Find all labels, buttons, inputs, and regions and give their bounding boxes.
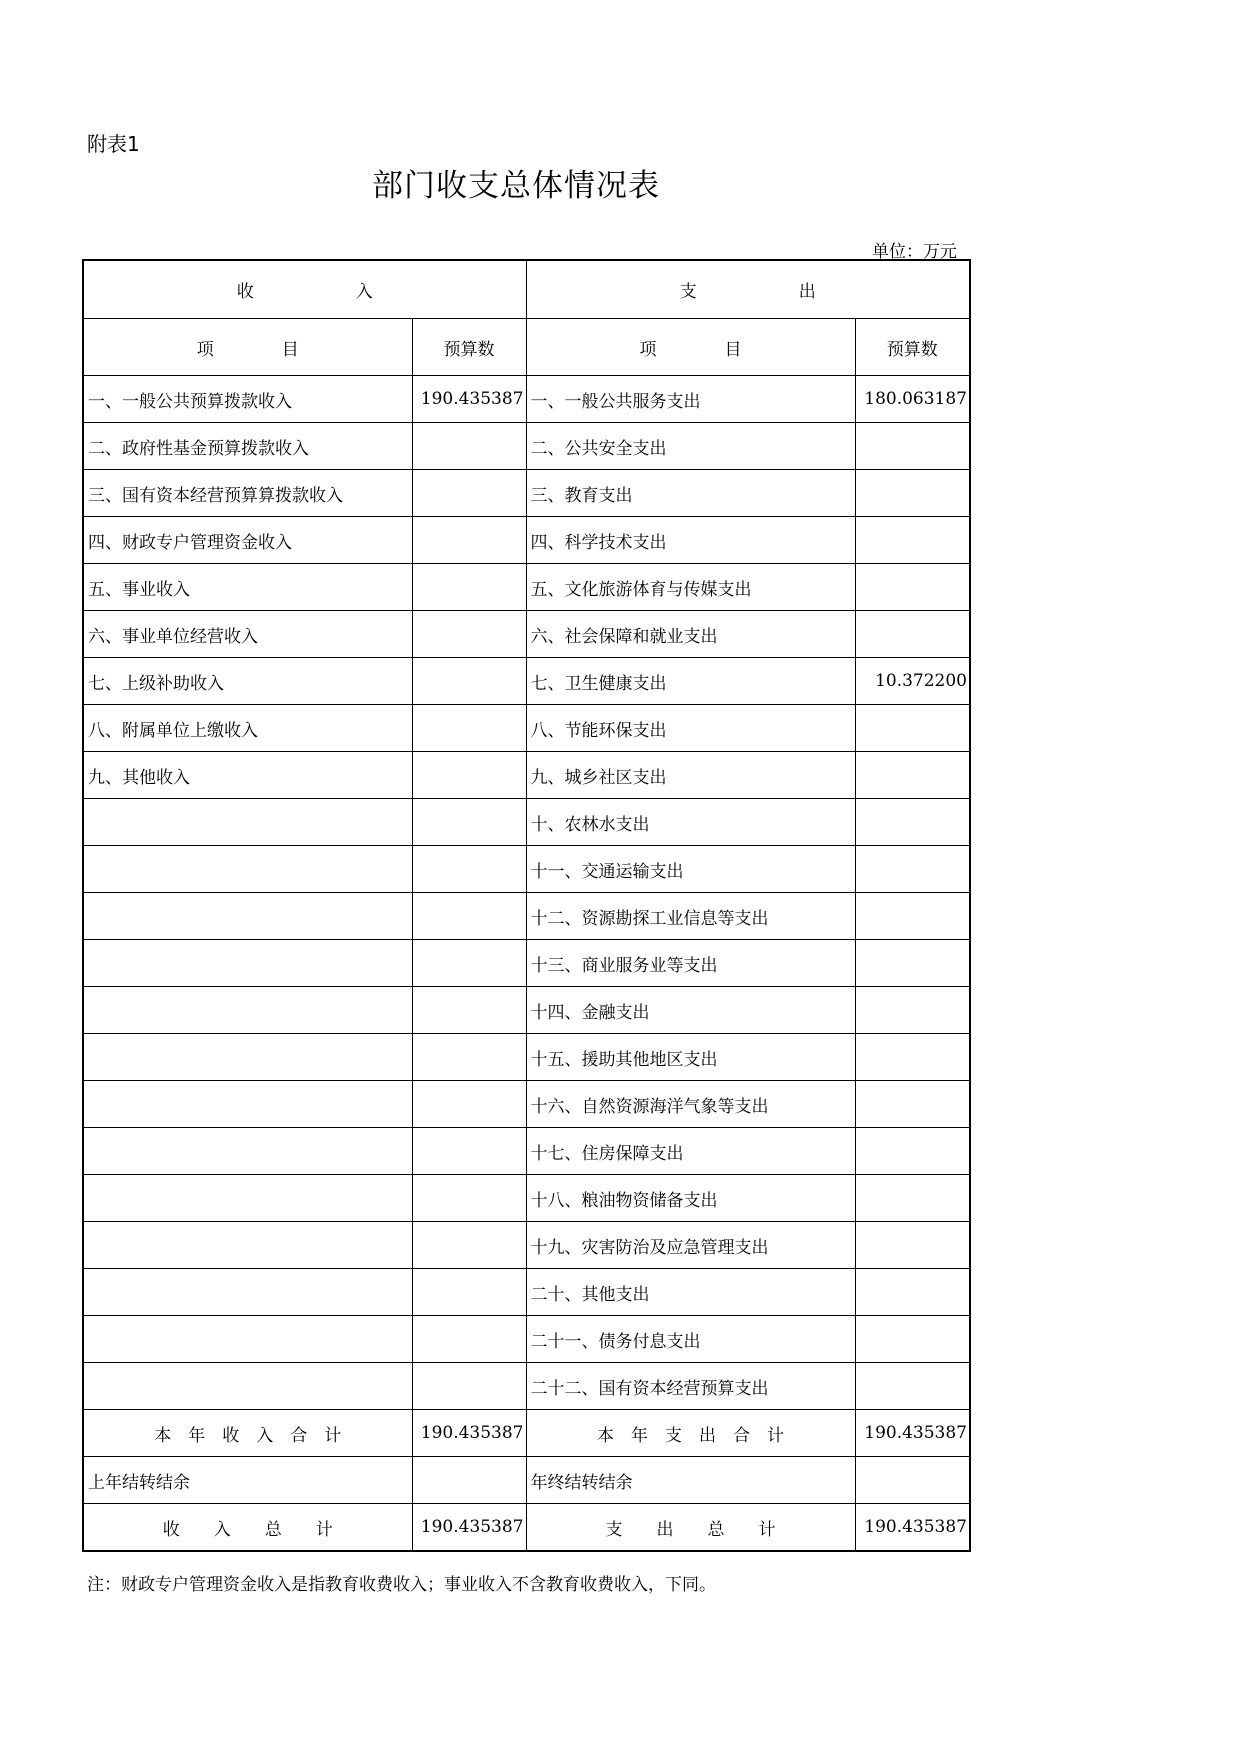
income-item-cell: 一、一般公共预算拨款收入 (83, 376, 412, 423)
income-item-cell (83, 799, 412, 846)
table-row (83, 940, 970, 987)
expense-value-cell (855, 987, 970, 1034)
header-income-item: 项 目 (83, 319, 412, 376)
expense-value-cell (855, 564, 970, 611)
income-item-cell: 二、政府性基金预算拨款收入 (83, 423, 412, 470)
table-row (83, 705, 970, 752)
table-row (83, 1363, 970, 1410)
table-row (83, 658, 970, 705)
income-value-cell (412, 799, 526, 846)
table-row (83, 1222, 970, 1269)
expense-value-cell (855, 1034, 970, 1081)
table-row-grand-total (83, 1504, 970, 1552)
table-row (83, 376, 970, 423)
income-value-cell (412, 987, 526, 1034)
income-value-cell (412, 423, 526, 470)
income-value-cell (412, 517, 526, 564)
table-row (83, 799, 970, 846)
income-item-cell: 九、其他收入 (83, 752, 412, 799)
expense-value-cell (855, 799, 970, 846)
table-row (83, 517, 970, 564)
year-expense-label: 本 年 支 出 合 计 (526, 1410, 855, 1457)
table-row (83, 423, 970, 470)
table-row (83, 1269, 970, 1316)
expense-item-cell: 六、社会保障和就业支出 (526, 611, 855, 658)
income-value-cell (412, 1316, 526, 1363)
expense-item-cell: 十、农林水支出 (526, 799, 855, 846)
expense-value-cell (855, 1128, 970, 1175)
income-value-cell (412, 1175, 526, 1222)
income-value-cell (412, 611, 526, 658)
income-value-cell (412, 470, 526, 517)
income-value-cell (412, 1222, 526, 1269)
expense-value-cell (855, 893, 970, 940)
income-item-cell (83, 846, 412, 893)
income-value-cell (412, 658, 526, 705)
expense-item-cell: 一、一般公共服务支出 (526, 376, 855, 423)
expense-item-cell: 四、科学技术支出 (526, 517, 855, 564)
expense-value-cell (855, 517, 970, 564)
expense-value-cell (855, 1269, 970, 1316)
expense-item-cell: 七、卫生健康支出 (526, 658, 855, 705)
expense-value-cell (855, 1363, 970, 1410)
header-expense-budget: 预算数 (855, 319, 970, 376)
expense-value-cell (855, 940, 970, 987)
income-value-cell (412, 1081, 526, 1128)
year-income-label: 本 年 收 入 合 计 (83, 1410, 412, 1457)
income-item-cell (83, 987, 412, 1034)
expense-value-cell (855, 1222, 970, 1269)
table-row (83, 1034, 970, 1081)
income-item-cell (83, 1081, 412, 1128)
expense-value-cell (855, 470, 970, 517)
budget-table (82, 259, 971, 1552)
header-row-sections (83, 260, 970, 319)
header-expense: 支 出 (526, 260, 970, 319)
table-row (83, 1175, 970, 1222)
income-item-cell (83, 1316, 412, 1363)
income-value-cell (412, 705, 526, 752)
table-row-year-total (83, 1410, 970, 1457)
expense-item-cell: 十三、商业服务业等支出 (526, 940, 855, 987)
header-expense-item: 项 目 (526, 319, 855, 376)
expense-item-cell: 十六、自然资源海洋气象等支出 (526, 1081, 855, 1128)
expense-value-cell (855, 705, 970, 752)
income-item-cell (83, 1175, 412, 1222)
income-value-cell (412, 564, 526, 611)
income-item-cell (83, 1222, 412, 1269)
grand-expense-value: 190.435387 (855, 1504, 970, 1552)
expense-item-cell: 三、教育支出 (526, 470, 855, 517)
income-item-cell: 六、事业单位经营收入 (83, 611, 412, 658)
table-row (83, 987, 970, 1034)
income-item-cell: 三、国有资本经营预算算拨款收入 (83, 470, 412, 517)
table-row (83, 611, 970, 658)
grand-expense-label: 支 出 总 计 (526, 1504, 855, 1552)
income-value-cell (412, 1363, 526, 1410)
income-value-cell (412, 1034, 526, 1081)
expense-value-cell (855, 1081, 970, 1128)
income-item-cell (83, 1363, 412, 1410)
income-item-cell: 四、财政专户管理资金收入 (83, 517, 412, 564)
income-item-cell: 七、上级补助收入 (83, 658, 412, 705)
income-item-cell: 八、附属单位上缴收入 (83, 705, 412, 752)
table-body (83, 376, 970, 1410)
table-row (83, 1128, 970, 1175)
table-row-carryover (83, 1457, 970, 1504)
table-row (83, 1081, 970, 1128)
expense-item-cell: 十四、金融支出 (526, 987, 855, 1034)
table-row (83, 470, 970, 517)
income-item-cell (83, 1128, 412, 1175)
expense-value-cell (855, 1175, 970, 1222)
grand-income-label: 收 入 总 计 (83, 1504, 412, 1552)
income-value-cell (412, 893, 526, 940)
expense-item-cell: 十五、援助其他地区支出 (526, 1034, 855, 1081)
unit-label: 单位：万元 (872, 242, 957, 262)
income-value-cell (412, 1128, 526, 1175)
year-expense-value: 190.435387 (855, 1410, 970, 1457)
expense-item-cell: 十八、粮油物资储备支出 (526, 1175, 855, 1222)
expense-value-cell (855, 423, 970, 470)
carryover-expense-label: 年终结转结余 (526, 1457, 855, 1504)
expense-value-cell (855, 752, 970, 799)
carryover-income-value (412, 1457, 526, 1504)
header-income: 收 入 (83, 260, 526, 319)
expense-item-cell: 十一、交通运输支出 (526, 846, 855, 893)
table-row (83, 893, 970, 940)
header-income-budget: 预算数 (412, 319, 526, 376)
year-income-value: 190.435387 (412, 1410, 526, 1457)
table-row (83, 752, 970, 799)
footnote: 注：财政专户管理资金收入是指教育收费收入；事业收入不含教育收费收入，下同。 (87, 1575, 716, 1595)
expense-value-cell (855, 846, 970, 893)
expense-item-cell: 二十、其他支出 (526, 1269, 855, 1316)
expense-value-cell: 10.372200 (855, 658, 970, 705)
carryover-expense-value (855, 1457, 970, 1504)
income-value-cell (412, 846, 526, 893)
attachment-label: 附表1 (87, 132, 140, 156)
expense-item-cell: 二十一、债务付息支出 (526, 1316, 855, 1363)
header-row-columns (83, 319, 970, 376)
expense-item-cell: 二十二、国有资本经营预算支出 (526, 1363, 855, 1410)
table-row (83, 846, 970, 893)
income-value-cell (412, 1269, 526, 1316)
table-row (83, 1316, 970, 1363)
expense-item-cell: 八、节能环保支出 (526, 705, 855, 752)
income-item-cell (83, 1269, 412, 1316)
expense-value-cell (855, 1316, 970, 1363)
expense-item-cell: 十二、资源勘探工业信息等支出 (526, 893, 855, 940)
expense-item-cell: 五、文化旅游体育与传媒支出 (526, 564, 855, 611)
table-row (83, 564, 970, 611)
expense-value-cell: 180.063187 (855, 376, 970, 423)
income-item-cell: 五、事业收入 (83, 564, 412, 611)
expense-item-cell: 九、城乡社区支出 (526, 752, 855, 799)
income-value-cell (412, 940, 526, 987)
expense-item-cell: 十九、灾害防治及应急管理支出 (526, 1222, 855, 1269)
income-value-cell (412, 752, 526, 799)
page-title: 部门收支总体情况表 (372, 168, 660, 204)
grand-income-value: 190.435387 (412, 1504, 526, 1552)
expense-value-cell (855, 611, 970, 658)
carryover-income-label: 上年结转结余 (83, 1457, 412, 1504)
expense-item-cell: 十七、住房保障支出 (526, 1128, 855, 1175)
income-item-cell (83, 940, 412, 987)
income-item-cell (83, 1034, 412, 1081)
expense-item-cell: 二、公共安全支出 (526, 423, 855, 470)
income-value-cell: 190.435387 (412, 376, 526, 423)
income-item-cell (83, 893, 412, 940)
